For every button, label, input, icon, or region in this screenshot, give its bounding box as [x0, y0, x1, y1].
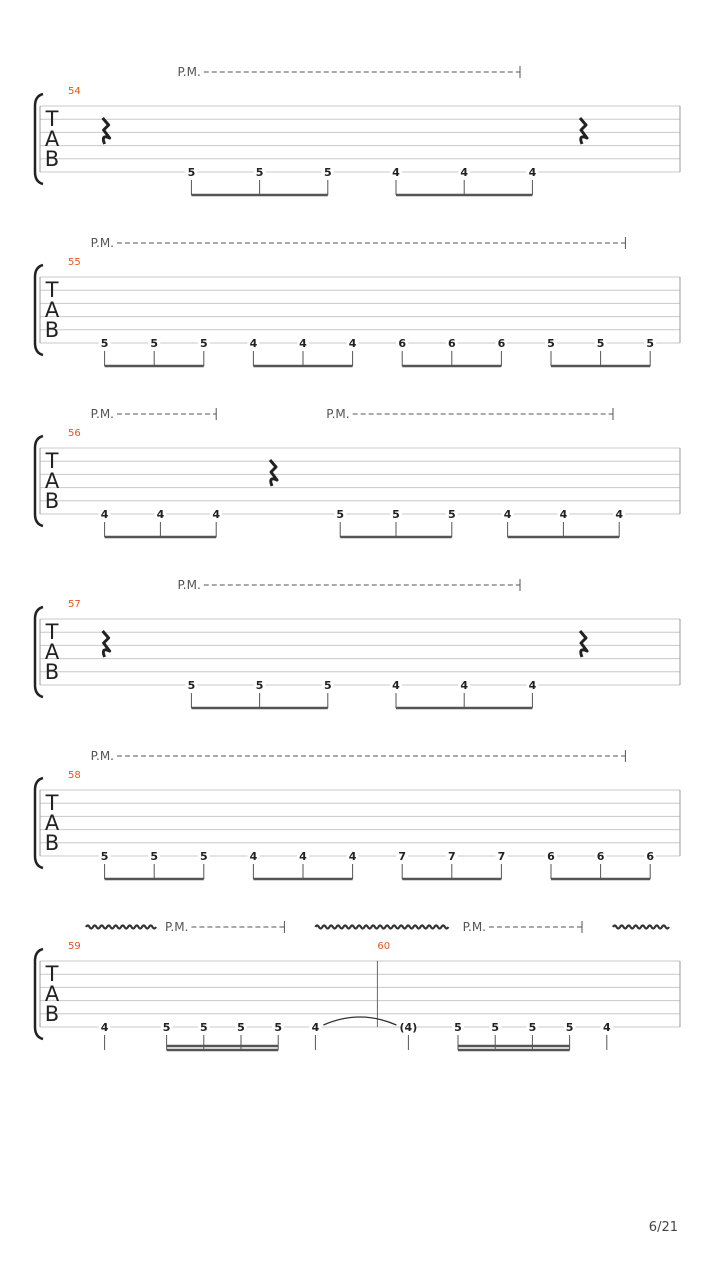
- tab-letter-a: A: [44, 811, 60, 835]
- fret-number: 4: [348, 850, 357, 863]
- fret-number: 4: [460, 679, 469, 692]
- tab-letter-a: A: [44, 298, 60, 322]
- quarter-rest: [103, 631, 110, 657]
- palm-mute-label: P.M.: [165, 920, 189, 934]
- palm-mute-label: P.M.: [462, 920, 486, 934]
- quarter-rest: [270, 460, 277, 486]
- quarter-rest: [103, 118, 110, 144]
- fret-number: 5: [237, 1021, 245, 1034]
- staff-bracket: [35, 436, 43, 526]
- fret-number: 5: [199, 1021, 208, 1034]
- palm-mute-label: P.M.: [90, 407, 114, 421]
- tab-letter-a: A: [44, 640, 60, 664]
- fret-number: 5: [187, 679, 196, 692]
- fret-number: 6: [398, 337, 407, 350]
- fret-number: 5: [491, 1021, 500, 1034]
- staff-bracket: [35, 94, 43, 184]
- fret-number: 4: [299, 850, 307, 863]
- fret-number: 4: [212, 508, 221, 521]
- fret-number: 4: [299, 337, 307, 350]
- fret-number: 4: [528, 166, 537, 179]
- fret-number: 5: [336, 508, 345, 521]
- fret-number: 4: [392, 166, 400, 179]
- tab-letter-t: T: [45, 449, 59, 473]
- fret-number: 4: [392, 679, 400, 692]
- fret-number: 7: [447, 850, 456, 863]
- fret-number: 6: [547, 850, 555, 863]
- fret-number: 5: [100, 850, 109, 863]
- fret-number: 4: [156, 508, 165, 521]
- fret-number: 5: [646, 337, 655, 350]
- palm-mute-label: P.M.: [326, 407, 350, 421]
- fret-number: 5: [255, 679, 264, 692]
- fret-number: 5: [199, 850, 208, 863]
- fret-number: 5: [150, 850, 159, 863]
- quarter-rest: [580, 118, 587, 144]
- measure-number: 54: [68, 86, 81, 97]
- fret-number: 4: [602, 1021, 611, 1034]
- fret-number: 4: [249, 337, 258, 350]
- quarter-rest: [580, 631, 587, 657]
- fret-number: 5: [323, 679, 332, 692]
- fret-number: 5: [447, 508, 456, 521]
- vibrato-mark: [86, 926, 156, 929]
- palm-mute-label: P.M.: [177, 65, 201, 79]
- staff-bracket: [35, 949, 43, 1039]
- vibrato-mark: [315, 926, 448, 929]
- tab-letter-t: T: [45, 278, 59, 302]
- fret-number: 5: [528, 1021, 537, 1034]
- fret-number: 5: [565, 1021, 574, 1034]
- fret-number: 5: [199, 337, 208, 350]
- fret-number: 7: [398, 850, 407, 863]
- fret-number: 5: [162, 1021, 171, 1034]
- tab-letter-a: A: [44, 469, 60, 493]
- fret-number: 5: [255, 166, 264, 179]
- fret-number: 7: [497, 850, 506, 863]
- fret-number: 5: [454, 1021, 462, 1034]
- fret-number: 6: [447, 337, 456, 350]
- palm-mute-label: P.M.: [90, 749, 114, 763]
- fret-number: 5: [392, 508, 400, 521]
- fret-number: (4): [399, 1021, 418, 1034]
- fret-number: 4: [559, 508, 568, 521]
- page-number: 6/21: [648, 1220, 678, 1235]
- tie-arc: [323, 1017, 396, 1025]
- fret-number: 5: [100, 337, 109, 350]
- tab-letter-t: T: [45, 620, 59, 644]
- staff-bracket: [35, 778, 43, 868]
- fret-number: 4: [503, 508, 512, 521]
- fret-number: 4: [100, 508, 109, 521]
- fret-number: 4: [100, 1021, 109, 1034]
- fret-number: 5: [596, 337, 605, 350]
- tab-letter-a: A: [44, 982, 60, 1006]
- measure-number: 57: [68, 599, 81, 610]
- fret-number: 5: [547, 337, 555, 350]
- tab-letter-a: A: [44, 127, 60, 151]
- fret-number: 5: [274, 1021, 283, 1034]
- palm-mute-label: P.M.: [90, 236, 114, 250]
- tab-letter-t: T: [45, 791, 59, 815]
- fret-number: 4: [311, 1021, 320, 1034]
- fret-number: 5: [150, 337, 159, 350]
- staff-bracket: [35, 265, 43, 355]
- measure-number: 60: [377, 941, 391, 952]
- fret-number: 6: [646, 850, 655, 863]
- vibrato-mark: [613, 926, 669, 929]
- tab-letter-b: B: [44, 489, 60, 513]
- measure-number: 56: [68, 428, 81, 439]
- tab-letter-b: B: [44, 1002, 60, 1026]
- tab-letter-t: T: [45, 107, 59, 131]
- fret-number: 4: [615, 508, 624, 521]
- fret-number: 5: [187, 166, 196, 179]
- tab-letter-t: T: [45, 962, 59, 986]
- tab-letter-b: B: [44, 318, 60, 342]
- fret-number: 4: [528, 679, 537, 692]
- fret-number: 4: [348, 337, 357, 350]
- staff-bracket: [35, 607, 43, 697]
- palm-mute-label: P.M.: [177, 578, 201, 592]
- tab-letter-b: B: [44, 147, 60, 171]
- fret-number: 4: [249, 850, 258, 863]
- fret-number: 4: [460, 166, 469, 179]
- measure-number: 59: [68, 941, 81, 952]
- fret-number: 5: [323, 166, 332, 179]
- fret-number: 6: [497, 337, 506, 350]
- tab-letter-b: B: [44, 831, 60, 855]
- measure-number: 55: [68, 257, 81, 268]
- tab-letter-b: B: [44, 660, 60, 684]
- measure-number: 58: [68, 770, 81, 781]
- fret-number: 6: [596, 850, 605, 863]
